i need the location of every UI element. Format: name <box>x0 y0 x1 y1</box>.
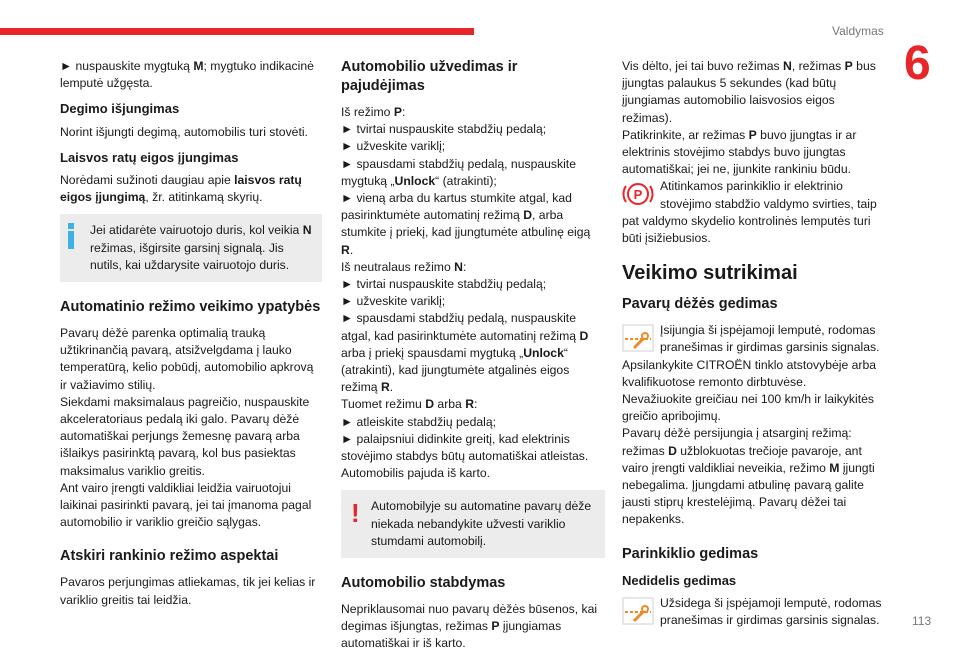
heading-ignition-off: Degimo išjungimas <box>60 101 180 117</box>
text-line: ► palaipsniui didinkite greitį, kad elektrinis stovėjimo stabdys būtų automatiškai atleistas. Automobilis pajuda iš karto. <box>341 431 589 481</box>
heading-selector-fault: Parinkiklio gedimas <box>622 545 759 562</box>
heading-gearbox-fault: Pavarų dėžės gedimas <box>622 296 778 313</box>
paragraph: Norint išjungti degimą, automobilis turi stovėti. <box>60 124 308 139</box>
section-title: Valdymas <box>832 24 884 38</box>
text-line: ► atleiskite stabdžių pedalą; <box>341 414 497 429</box>
paragraph: ► nuspauskite mygtuką M; mygtuko indikacinė lemputė užgęsta. <box>60 59 314 91</box>
parking-brake-warning-icon <box>622 180 654 208</box>
chapter-number: 6 <box>904 37 931 90</box>
column-3 <box>622 58 884 629</box>
paragraph: Pavarų dėžė parenka optimalią trauką užtikrinančią pavarą, atsižvelgdama į lauko temperatūrą, kelio pobūdį, automobilio apkrovą ir važiavimo stilių. <box>60 326 314 392</box>
wrench-warning-icon <box>622 597 654 625</box>
paragraph-with-icon: P Atitinkamos parinkiklio ir elektrinio stovėjimo stabdžio valdymo svirties, taip pat valdymo skydelio kontrolinės lemputės turi būti įsižiebusios. <box>622 179 877 246</box>
paragraph-with-icon: Užsidega ši įspėjamoji lemputė, rodomas pranešimas ir girdimas garsinis signalas. <box>622 595 884 629</box>
svg-text:P: P <box>633 187 643 203</box>
paragraph: Nepriklausomai nuo pavarų dėžės būsenos, kai degimas išjungtas, režimas P įjungiamas automatiškai ir iš karto. <box>341 602 598 651</box>
heading-auto-mode: Automatinio režimo veikimo ypatybės <box>60 299 321 316</box>
paragraph: Pavaros perjungimas atliekamas, tik jei kelias ir variklio greitis tai leidžia. <box>60 575 316 607</box>
page-number: 113 <box>912 614 932 628</box>
paragraph-with-icon: Įsijungia ši įspėjamoji lemputė, rodomas pranešimas ir girdimas garsinis signalas. <box>622 322 884 356</box>
paragraph: Norėdami sužinoti daugiau apie laisvos ratų eigos įjungimą, žr. atitinkamą skyrių. <box>60 173 302 205</box>
paragraph: Patikrinkite, ar režimas P buvo įjungtas ir ar elektrinis stovėjimo stabdys buvo įjungtas automatiškai; jei ne, įjunkite rankiniu būdu. <box>622 127 857 177</box>
column-2 <box>341 58 605 659</box>
paragraph: Siekdami maksimalaus pagreičio, nuspauskite akceleratoriaus pedalą iki galo. Pavarų dėžė automatiškai perjungs žemesnę pavarą arba išlaikys pasirinktą pavarą, kol bus pasiektas maksimalus variklio greitis. <box>60 394 310 478</box>
column-1 <box>60 58 322 615</box>
heading-minor-fault: Nedidelis gedimas <box>622 572 737 588</box>
heading-malfunctions: Veikimo sutrikimai <box>622 262 798 285</box>
paragraph: Apsilankykite CITROËN tinklo atstovybėje arba kvalifikuotose remonto dirbtuvėse. <box>622 357 877 389</box>
paragraph: Ant vairo įrengti valdikliai leidžia vairuotojui laikinai pasirinkti pavarą, jei tai įmanoma pagal automobilio ir variklio greičio sąlygas. <box>60 480 312 530</box>
heading-freewheel: Laisvos ratų eigos įjungimas <box>60 149 239 165</box>
heading-manual-mode: Atskiri rankinio režimo aspektai <box>60 548 279 565</box>
text-line: ► vieną arba du kartus stumkite atgal, kad pasirinktumėte automatinį režimą D, arba stumkite į priekį, kad įjungtumėte atbulinę eigą R. <box>341 191 591 257</box>
text-line: ► spausdami stabdžių pedalą, nuspauskite atgal, kad pasirinktumėte automatinį režimą D arba į priekį spausdami mygtuką „Unlock“ (atrakinti), kad įjungtumėte atgalinės eigos režimą R. <box>341 311 589 395</box>
text-line: Iš režimo P: <box>341 105 406 119</box>
info-note: Jei atidarėte vairuotojo duris, kol veikia N režimas, išgirsite garsinį signalą. Jis nutils, kai uždarysite vairuotojo duris. <box>60 214 322 282</box>
info-icon <box>68 223 76 253</box>
text-line: Tuomet režimu D arba R: <box>341 397 478 412</box>
paragraph: Pavarų dėžė persijungia į atsarginį režimą: režimas D užblokuotas trečioje pavaroje, ant vairo įrengti valdikliai neveikia, režimo M įjungti nebegalima. Įjungdami atbulinę pavarą galite jausti stiprų krestelėjimą. Pavarų dėžei tai nepakenks. <box>622 426 875 527</box>
text-line: Iš neutralaus režimo N: <box>341 259 467 274</box>
wrench-warning-icon <box>622 324 654 352</box>
text-line: ► tvirtai nuspauskite stabdžių pedalą; <box>341 122 547 137</box>
warning-icon: ! <box>351 498 360 529</box>
text-line: ► tvirtai nuspauskite stabdžių pedalą; <box>341 277 547 292</box>
text-line: ► spausdami stabdžių pedalą, nuspauskite mygtuką „Unlock“ (atrakinti); <box>341 156 576 188</box>
heading-start: Automobilio užvedimas ir pajudėjimas <box>341 59 518 94</box>
paragraph: Nevažiuokite greičiau nei 100 km/h ir laikykitės greičio apribojimų. <box>622 392 874 424</box>
text-line: ► užveskite variklį; <box>341 294 446 309</box>
text-line: ► užveskite variklį; <box>341 139 446 154</box>
header-accent-bar <box>0 28 474 35</box>
warning-note: ! Automobilyje su automatine pavarų dėže niekada nebandykite užvesti variklio stumdami automobilį. <box>341 490 605 558</box>
heading-stop: Automobilio stabdymas <box>341 575 506 592</box>
paragraph: Vis dėlto, jei tai buvo režimas N, režimas P bus įjungtas palaukus 5 sekundes (kad būtų įjungiamas automobilio laisvosios eigos režimas). <box>622 59 876 125</box>
